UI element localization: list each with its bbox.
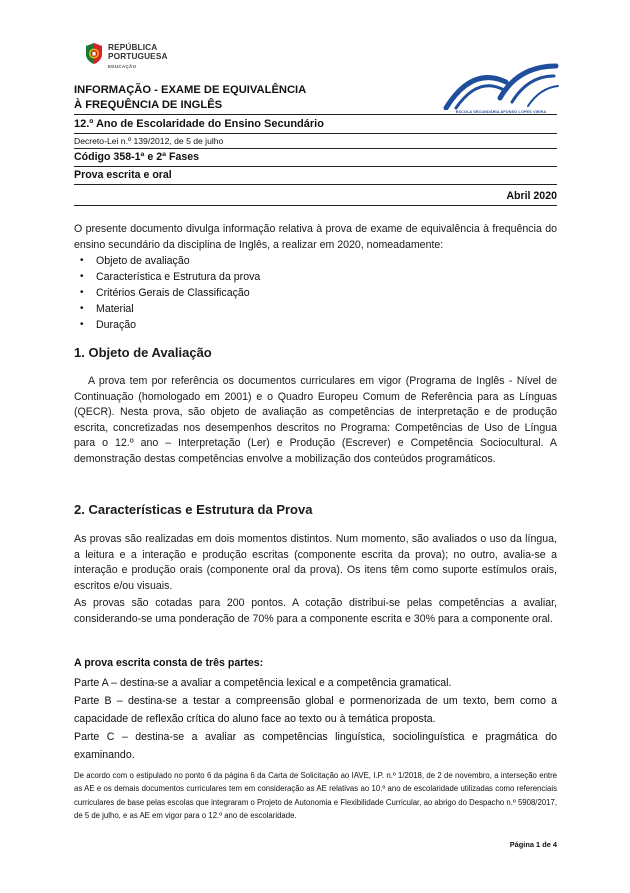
flag-emblem-icon (84, 42, 104, 66)
header-info-table (74, 114, 557, 181)
school-name: ESCOLA SECUNDÁRIA AFONSO LOPES VIEIRA (455, 110, 547, 114)
objectives-list (80, 253, 380, 333)
part-a-text: Parte A – destina-se a avaliar a competência lexical e a competência gramatical. (74, 677, 452, 689)
exam-type-label: Prova escrita e oral (74, 169, 172, 181)
exam-code-label: Código 358-1ª e 2ª Fases (74, 151, 200, 163)
school-arches-icon (442, 62, 560, 110)
written-exam-lead: A prova escrita consta de três partes: (74, 657, 264, 669)
section-1-paragraph: A prova tem por referência os documentos curriculares em vigor (Programa de Inglês - Nível de Continuação (homologado em 2001) e o Quadro Europeu Comum de Referência para as Línguas (QECR). Nesta prova, são objeto de avaliação as competências de interpretação e de produção escrita, concretizadas nos desempenhos descritos no Programa: Competências de Uso de Língua para o 12.º ano – Interpretação (Ler) e Produção (Escrever) e Competência Sociocultural. A demonstração destas competências envolve a mobilização dos conteúdos programáticos. (74, 375, 557, 465)
republic-line-2: PORTUGUESA (108, 51, 168, 61)
section-2-heading: 2. Características e Estrutura da Prova (74, 502, 313, 517)
list-item: • Material (80, 301, 380, 317)
section-2-paragraph-1: As provas são realizadas em dois momentos distintos. Num momento, são avaliados o uso da língua, a leitura e a interação e produção escritas (componente escrita da prova); no outro, avalia-se a interação e produção orais (componente oral da prova). Os itens têm como suporte estímulos orais, escritos e/ou visuais. (74, 533, 557, 592)
info-row-year (74, 115, 557, 134)
page-number: Página 1 de 4 (509, 840, 557, 849)
title-line-2: À FREQUÊNCIA DE INGLÊS (74, 99, 223, 111)
list-item: • Objeto de avaliação (80, 253, 380, 269)
document-title (74, 83, 306, 113)
info-row-code (74, 148, 557, 167)
decree-label: Decreto-Lei n.º 139/2012, de 5 de julho (74, 136, 224, 146)
list-item: • Critérios Gerais de Classificação (80, 285, 380, 301)
info-row-type (74, 166, 557, 185)
list-item: • Característica e Estrutura da prova (80, 269, 380, 285)
section-2-paragraph-2: As provas são cotadas para 200 pontos. A cotação distribui-se pelas competências a avaliar, considerando-se uma ponderação de 70% para a componente escrita e 30% para a componente oral. (74, 597, 557, 625)
document-date: Abril 2020 (506, 190, 557, 202)
intro-paragraph: O presente documento divulga informação relativa à prova de exame de equivalência à frequência do ensino secundário da disciplina de Inglês, a realizar em 2020, nomeadamente: (74, 223, 557, 251)
part-c-text: Parte C – destina-se a avaliar as competências linguística, sociolinguística e pragmática do examinando. (74, 731, 557, 761)
republic-line-1: REPÚBLICA (108, 42, 158, 52)
year-label: 12.º Ano de Escolaridade do Ensino Secundário (74, 118, 324, 130)
header-divider (74, 205, 557, 206)
curriculum-note: De acordo com o estipulado no ponto 6 da página 6 da Carta de Solicitação ao IAVE, I.P. n.º 1/2018, de 2 de novembro, a interseção entre as AE e os demais documentos curriculares tem em consideração as AE relativas ao 10.º ano de escolaridade utilizadas como referenciais curriculares de base pelas escolas que integraram o Projeto de Autonomia e Flexibilidade Curricular, ao abrigo do Despacho n.º 5908/2017, de 5 de julho, e as AE em vigor para o 12.º ano de escolaridade. (74, 771, 557, 821)
ministry-label: EDUCAÇÃO (108, 64, 137, 69)
title-line-1: INFORMAÇÃO - EXAME DE EQUIVALÊNCIA (74, 84, 307, 96)
info-row-decree (74, 133, 557, 149)
list-item: • Duração (80, 317, 380, 333)
part-b-text: Parte B – destina-se a testar a compreensão global e pormenorizada de um texto, bem como a capacidade de reflexão crítica do aluno face ao texto ou à temática proposta. (74, 695, 557, 725)
section-1-heading: 1. Objeto de Avaliação (74, 345, 212, 360)
republica-portuguesa-logo (84, 42, 184, 74)
school-logo (442, 62, 560, 120)
